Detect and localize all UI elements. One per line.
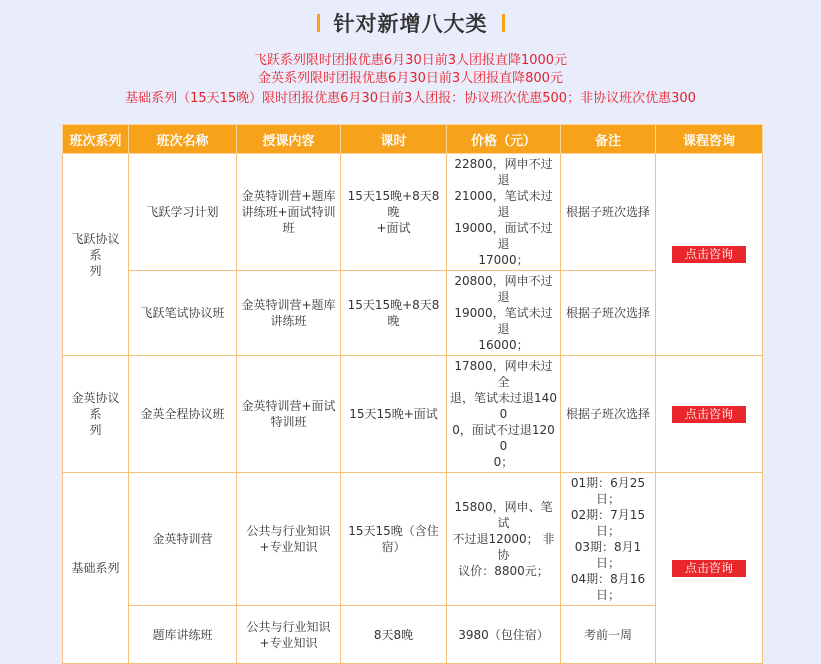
course-note-cell: 根据子班次选择 [561, 271, 656, 356]
title-accent-left [317, 14, 320, 32]
header-price: 价格（元） [447, 125, 561, 154]
course-name-cell: 金英全程协议班 [129, 356, 237, 473]
table-row [63, 356, 763, 473]
header-name: 班次名称 [129, 125, 237, 154]
course-content-cell: 金英特训营+题库 讲练班+面试特训 班 [237, 154, 341, 271]
course-hours-cell: 8天8晚 [341, 606, 447, 664]
consult-button[interactable]: 点击咨询 [672, 246, 746, 263]
course-note-cell: 01期：6月25 日； 02期：7月15 日； 03期：8月1日； 04期：8月16 日； [561, 473, 656, 606]
table-header-row [63, 125, 763, 154]
course-content-cell: 公共与行业知识 +专业知识 [237, 473, 341, 606]
course-note-cell: 考前一周 [561, 606, 656, 664]
course-note-cell: 根据子班次选择 [561, 356, 656, 473]
consult-button[interactable]: 点击咨询 [672, 560, 746, 577]
course-hours-cell: 15天15晚+8天8晚 [341, 271, 447, 356]
course-name-cell: 题库讲练班 [129, 606, 237, 664]
course-name-cell: 飞跃学习计划 [129, 154, 237, 271]
header-hours: 课时 [341, 125, 447, 154]
page-title: 针对新增八大类 [333, 12, 488, 36]
promo-line-1: 飞跃系列限时团报优惠6月30日前3人团报直降1000元 [253, 53, 568, 68]
course-price-cell: 20800，网申不过退 19000，笔试未过退 16000； [447, 271, 561, 356]
series-cell: 飞跃协议系 列 [63, 154, 129, 356]
course-table [62, 124, 763, 664]
course-content-cell: 金英特训营+题库 讲练班 [237, 271, 341, 356]
header-series: 班次系列 [63, 125, 129, 154]
consult-button[interactable]: 点击咨询 [672, 406, 746, 423]
series-cell: 基础系列 [63, 473, 129, 664]
course-price-cell: 15800，网申、笔试 不过退12000； 非协 议价：8800元； [447, 473, 561, 606]
course-note-cell: 根据子班次选择 [561, 154, 656, 271]
page-header [0, 8, 821, 38]
table-row [63, 154, 763, 271]
series-cell: 金英协议系 列 [63, 356, 129, 473]
course-hours-cell: 15天15晚（含住 宿） [341, 473, 447, 606]
course-name-cell: 金英特训营 [129, 473, 237, 606]
course-content-cell: 公共与行业知识 +专业知识 [237, 606, 341, 664]
course-content-cell: 金英特训营+面试 特训班 [237, 356, 341, 473]
course-price-cell: 17800，网申未过全 退，笔试未过退1400 0，面试不过退1200 0； [447, 356, 561, 473]
course-name-cell: 飞跃笔试协议班 [129, 271, 237, 356]
promo-line-3: 基础系列（15天15晚）限时团报优惠6月30日前3人团报：协议班次优惠500；非协议班次优惠300 [125, 91, 696, 106]
course-price-cell: 3980（包住宿） [447, 606, 561, 664]
table-row [63, 473, 763, 606]
promo-line-2: 金英系列限时团报优惠6月30日前3人团报直降800元 [258, 71, 563, 86]
header-note: 备注 [561, 125, 656, 154]
consult-cell [656, 473, 763, 664]
course-hours-cell: 15天15晚+8天8晚 +面试 [341, 154, 447, 271]
course-hours-cell: 15天15晚+面试 [341, 356, 447, 473]
consult-cell [656, 154, 763, 356]
header-content: 授课内容 [237, 125, 341, 154]
title-accent-right [502, 14, 505, 32]
header-consult: 课程咨询 [656, 125, 763, 154]
course-price-cell: 22800，网申不过退 21000，笔试未过退 19000，面试不过退 17000； [447, 154, 561, 271]
consult-cell [656, 356, 763, 473]
